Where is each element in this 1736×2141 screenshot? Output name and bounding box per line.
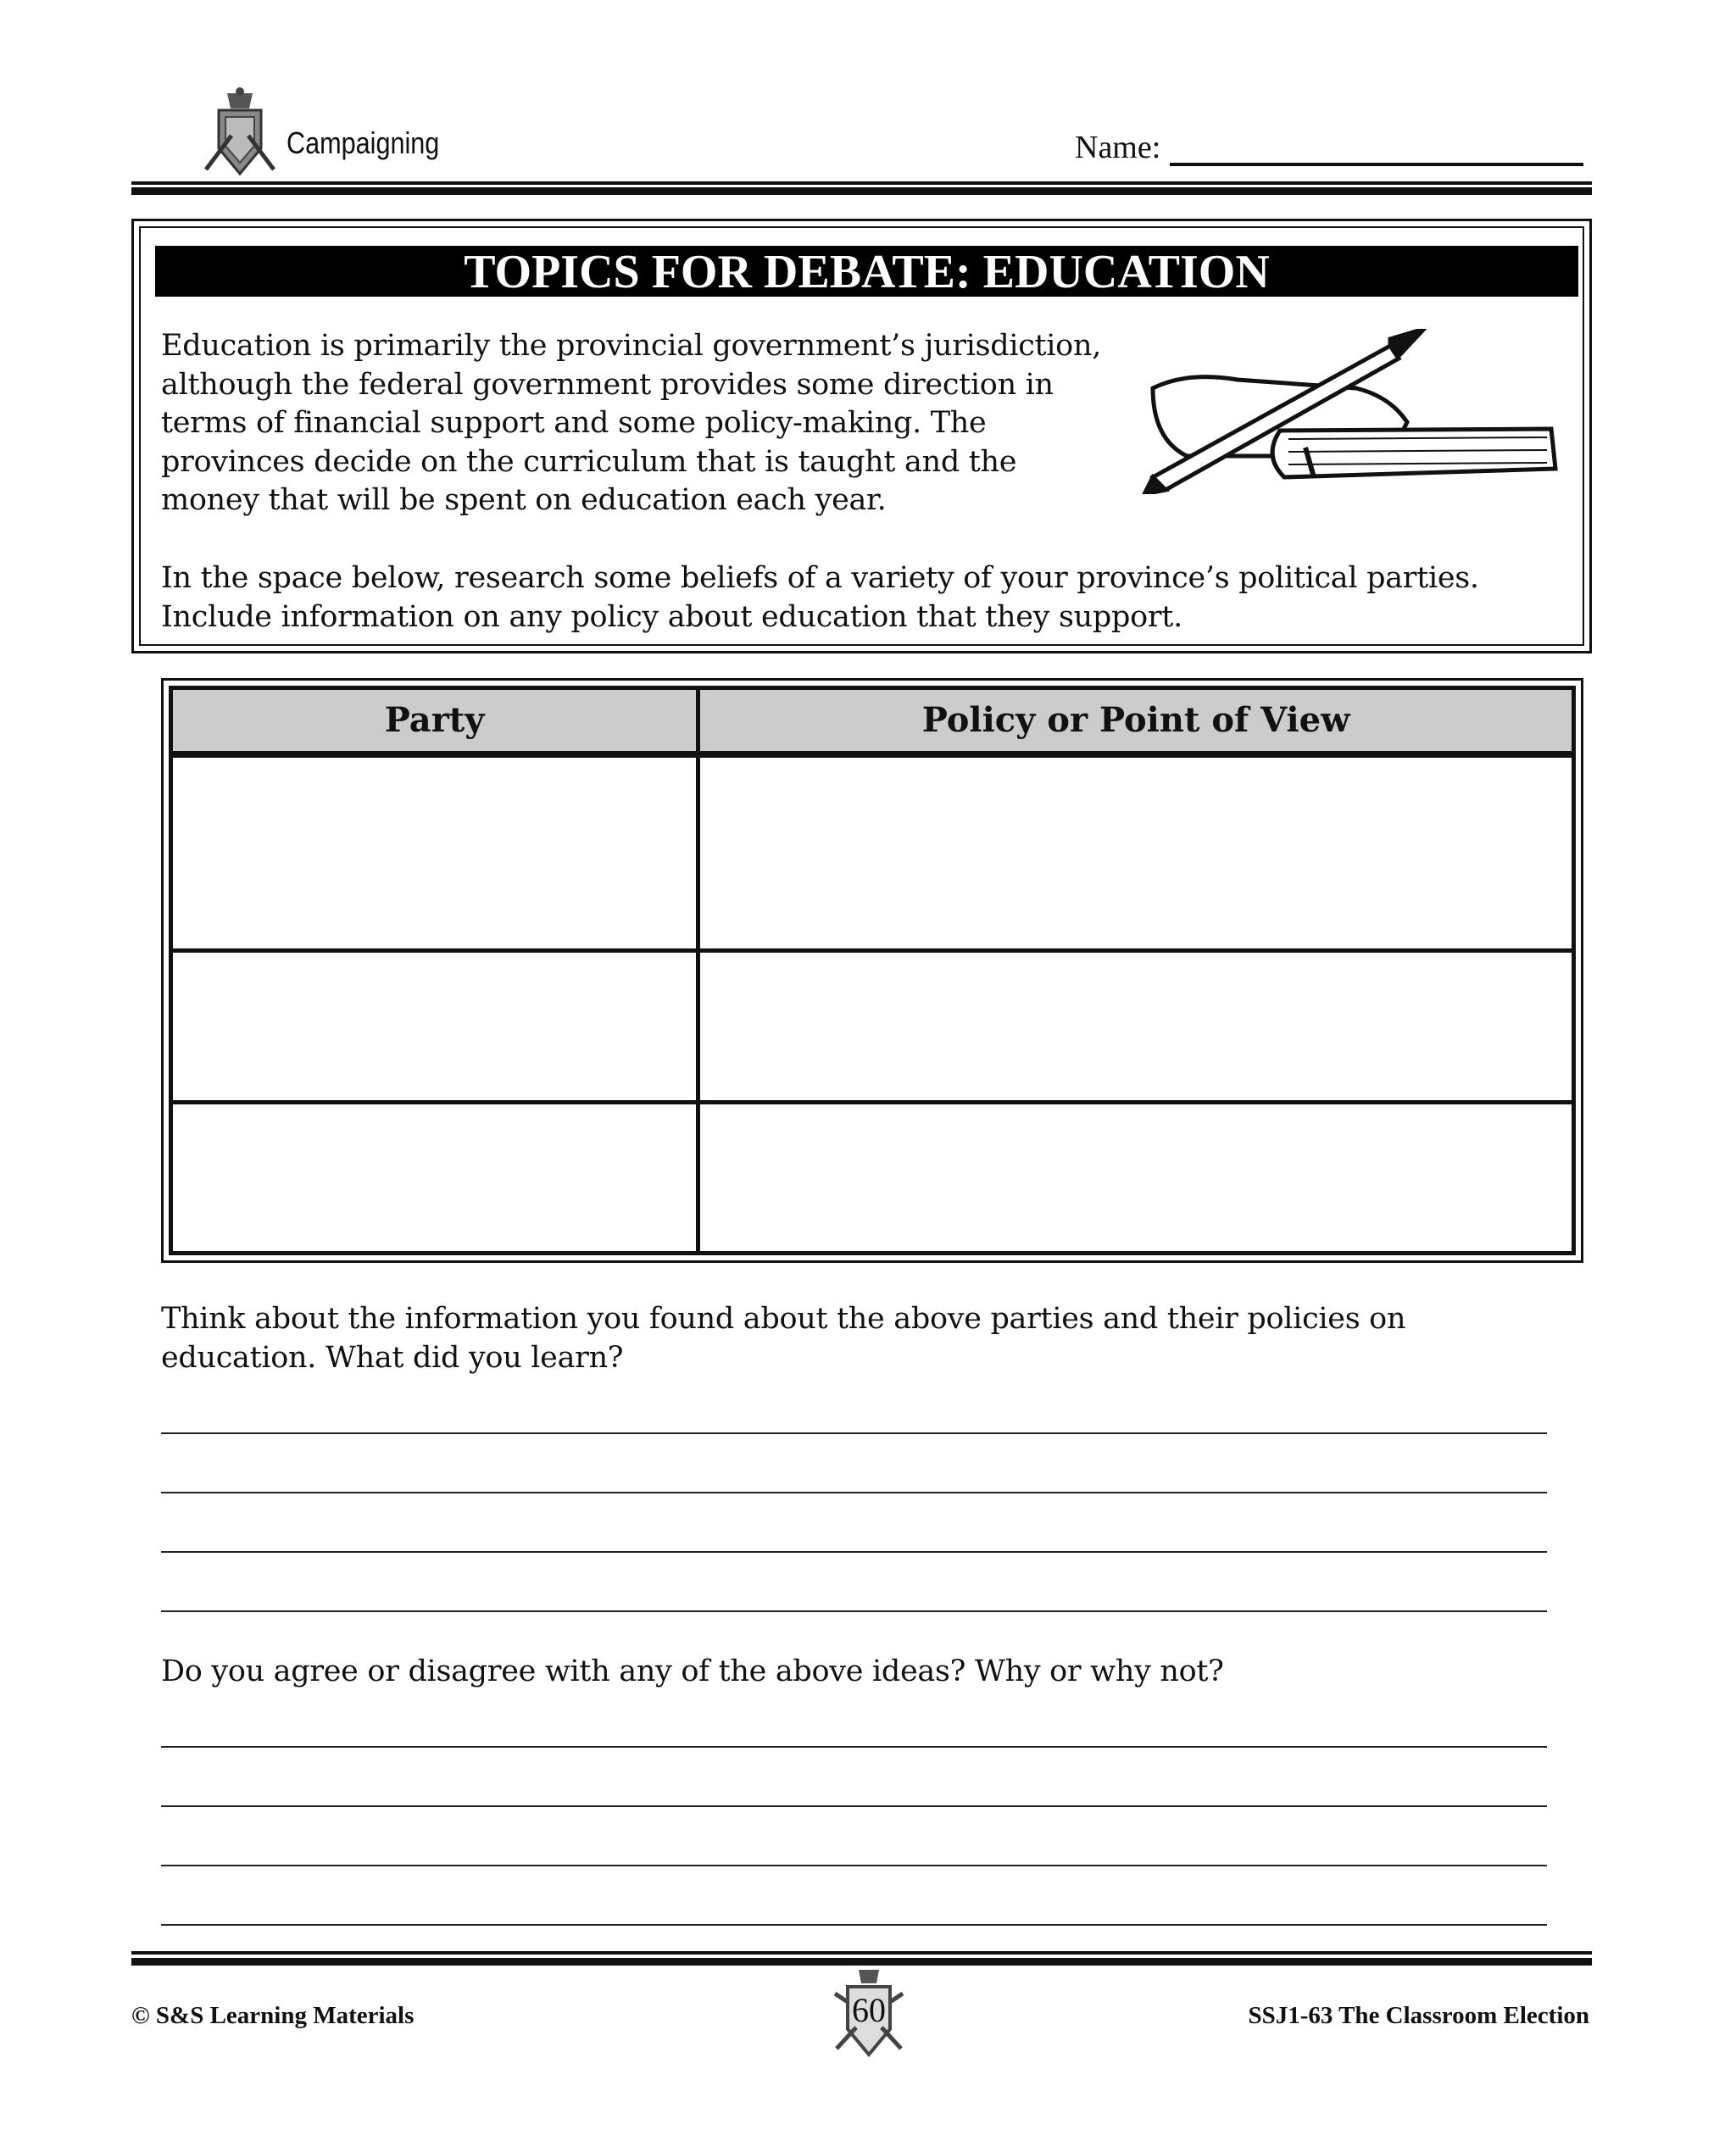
footer-rule-thick [131, 1958, 1592, 1966]
book-pencil-icon [1136, 329, 1560, 498]
question-1 [161, 1300, 1405, 1377]
intro-line: terms of financial support and some policy-making. The [161, 406, 987, 440]
intro-paragraph [161, 327, 1101, 520]
answer-line[interactable] [161, 1551, 1547, 1553]
party-cell[interactable] [171, 1102, 698, 1254]
name-label: Name: [1075, 130, 1161, 165]
policy-cell[interactable] [698, 1102, 1574, 1254]
answer-line[interactable] [161, 1492, 1547, 1493]
footer-rule [131, 1951, 1592, 1955]
party-cell[interactable] [171, 951, 698, 1102]
party-cell[interactable] [171, 754, 698, 951]
instruction-paragraph [161, 559, 1479, 637]
page-title: TOPICS FOR DEBATE: EDUCATION [155, 246, 1578, 297]
section-title: Campaigning [287, 125, 440, 160]
answer-line[interactable] [161, 1865, 1547, 1866]
question-line: education. What did you learn? [161, 1340, 624, 1375]
answer-line[interactable] [161, 1432, 1547, 1434]
page-number: 60 [852, 1991, 886, 2029]
copyright: © S&S Learning Materials [131, 2002, 415, 2029]
intro-line: although the federal government provides some direction in [161, 367, 1054, 402]
policy-cell[interactable] [698, 754, 1574, 951]
instruction-line: In the space below, research some beliefs of a variety of your province’s political parties. [161, 561, 1479, 595]
intro-line: provinces decide on the curriculum that is taught and the [161, 444, 1017, 479]
question-2: Do you agree or disagree with any of the above ideas? Why or why not? [161, 1654, 1224, 1688]
instruction-line: Include information on any policy about education that they support. [161, 599, 1182, 634]
name-field[interactable] [1170, 163, 1583, 166]
answer-line[interactable] [161, 1924, 1547, 1926]
answer-line[interactable] [161, 1610, 1547, 1612]
header-rule-thick [131, 187, 1592, 195]
intro-line: Education is primarily the provincial government’s jurisdiction, [161, 329, 1102, 363]
answer-line[interactable] [161, 1746, 1547, 1748]
book-title: SSJ1-63 The Classroom Election [1248, 2002, 1589, 2029]
policy-cell[interactable] [698, 951, 1574, 1102]
crest-logo-icon [202, 85, 278, 180]
question-line: Think about the information you found about the above parties and their policies on [161, 1302, 1406, 1336]
intro-line: money that will be spent on education each year. [161, 483, 887, 517]
answer-line[interactable] [161, 1805, 1547, 1807]
party-policy-table [161, 678, 1583, 1263]
column-header-policy: Policy or Point of View [698, 688, 1574, 754]
column-header-party: Party [171, 688, 698, 754]
header-rule [131, 181, 1592, 185]
